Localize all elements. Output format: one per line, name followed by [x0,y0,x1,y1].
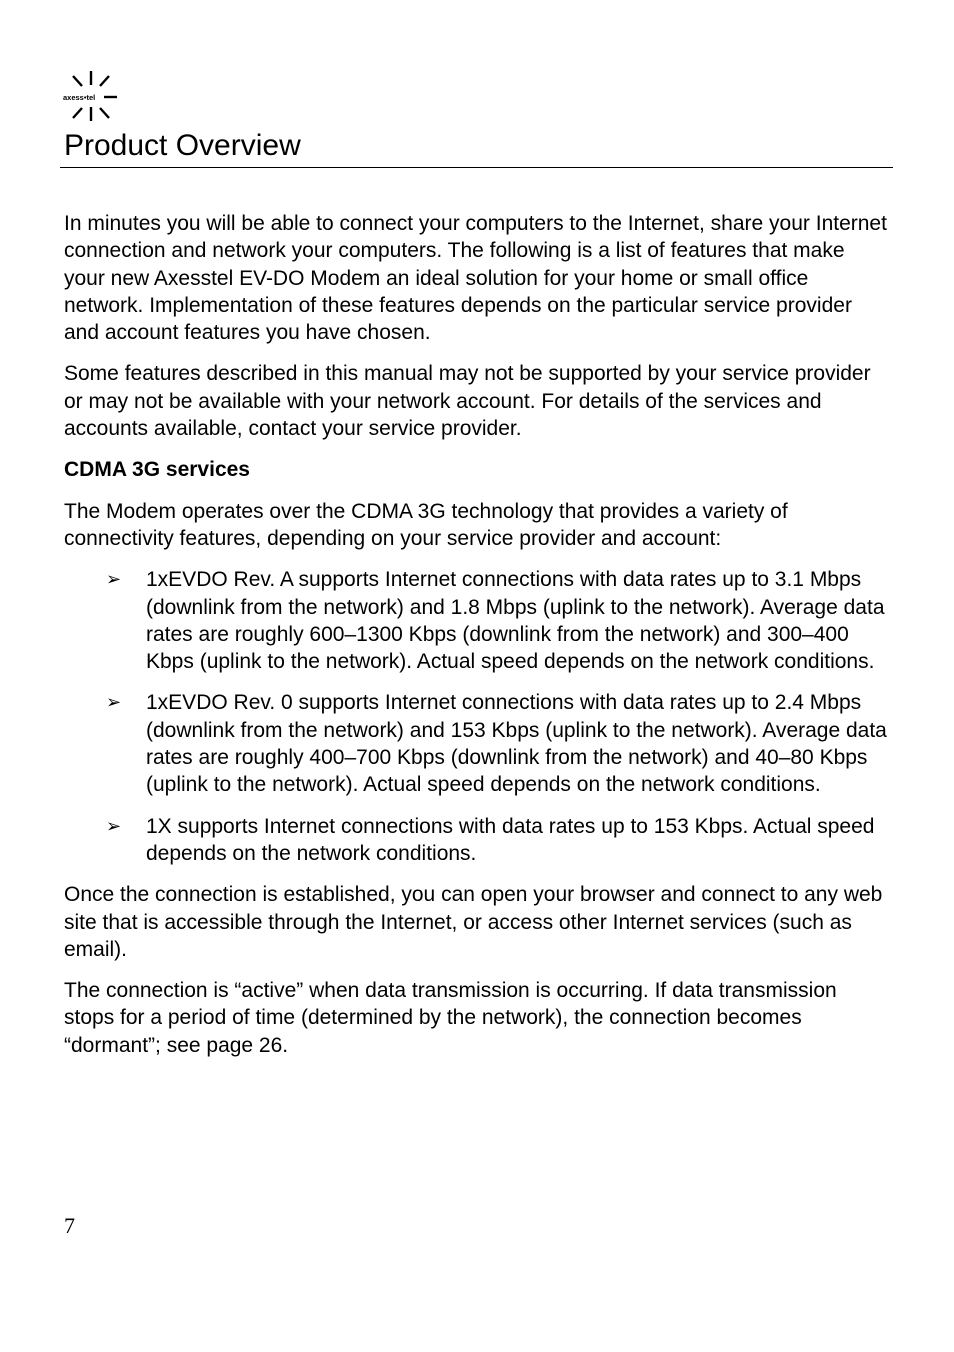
list-item-text: 1xEVDO Rev. A supports Internet connections with data rates up to 3.1 Mbps (downlink from the network) and 1.8 Mbps (uplink to the network). Average data rates are roughly 600–1300 Kbps (downlink from the network) and 300–400 Kbps (uplink to the network). Actual speed depends on the network conditions. [146,568,885,674]
page-content [64,210,890,1073]
axesstel-logo [62,68,120,124]
arrow-bullet-icon: ➢ [106,692,122,714]
list-item-text: 1xEVDO Rev. 0 supports Internet connections with data rates up to 2.4 Mbps (downlink from the network) and 153 Kbps (uplink to the network). Average data rates are roughly 400–700 Kbps (downlink from the network) and 40–80 Kbps (uplink to the network). Actual speed depends on the network conditions. [146,691,887,797]
arrow-bullet-icon: ➢ [106,569,122,591]
title-divider [60,167,893,168]
axesstel-starburst-icon [62,68,120,124]
dormant-paragraph: The connection is “active” when data transmission is occurring. If data transmission stops for a period of time (determined by the network), the connection becomes “dormant”; see page 26. [64,979,837,1057]
list-item [64,689,890,798]
connection-paragraph: Once the connection is established, you can open your browser and connect to any web site that is accessible through the Internet, or access other Internet services (such as email). [64,883,883,961]
section-intro-paragraph: The Modem operates over the CDMA 3G technology that provides a variety of connectivity features, depending on your service provider and account: [64,499,788,550]
list-item [64,566,890,675]
arrow-bullet-icon: ➢ [106,815,122,837]
list-item-text: 1X supports Internet connections with data rates up to 153 Kbps. Actual speed depends on the network conditions. [146,814,875,865]
page-number: 7 [64,1213,75,1238]
intro-paragraph: In minutes you will be able to connect your computers to the Internet, share your Internet connection and network your computers. The following is a list of features that make your new Axesstel EV-DO Modem an ideal solution for your home or small office network. Implementation of these features depends on the particular service provider and account features you have chosen. [64,212,887,345]
logo-wordmark: axess•tel [63,93,96,102]
list-item [64,813,890,868]
support-paragraph: Some features described in this manual may not be supported by your service provider or may not be available with your network account. For details of the services and accounts available, contact your service provider. [64,362,871,441]
section-heading: CDMA 3G services [64,458,250,482]
page-title: Product Overview [64,129,301,162]
feature-list [64,566,890,867]
